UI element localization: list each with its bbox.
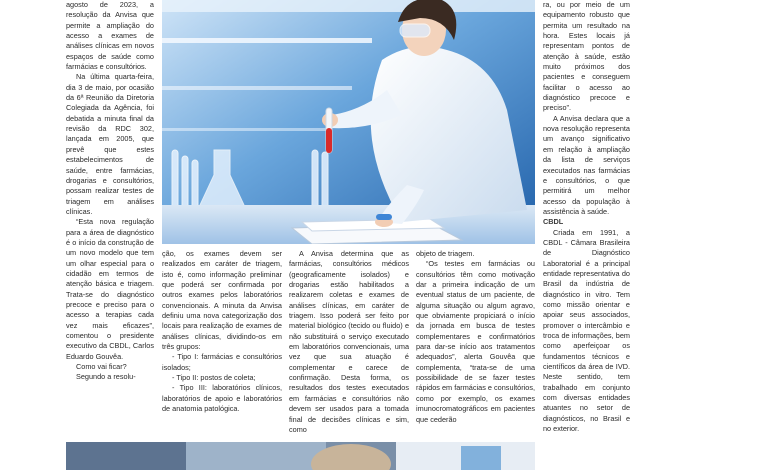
paragraph: “Os testes em farmácias ou consultórios têm como motivação dar a primeira indicação de um eventual status de um paciente, de alguma situação ou algum agravo, que obviamente propiciará o início da jornada em busca de testes complementares e confirmatórios para dar-se início aos tratamentos adequados”, alerta Gouvêa que complementa, “trata-se de uma possibilidade de se fazer testes rápidos em farmácias e consultórios, como por exemplo, os exames imunocromatográficos em pacientes que cederão	[416, 259, 535, 424]
paragraph: A Anvisa declara que a nova resolução representa um avanço significativo em relação à ampliação da lista de serviços executados nas farmácias e consultórios, o que permitirá um melhor acesso da população à assistência à saúde.	[543, 113, 630, 216]
article-column-1	[66, 0, 154, 440]
list-item: - Tipo II: postos de coleta;	[172, 373, 256, 383]
list-item: - Tipo III: laboratórios clínicos, laboratórios de apoio e laboratórios de anatomia patológica.	[162, 383, 282, 414]
paragraph: Segundo a resolu-	[76, 372, 136, 382]
paragraph: Como vai ficar?	[76, 362, 127, 372]
section-heading: CBDL	[543, 217, 564, 227]
article-column-4	[416, 249, 535, 439]
article-column-2	[162, 249, 282, 439]
article-column-3	[289, 249, 409, 439]
paragraph: A Anvisa determina que as farmácias, consultórios médicos (geograficamente isolados) e drogarias estão habilitados a realizarem coletas e exames de análises clínicas, em caráter de triagem. Isso poderá ser feito por material biológico (tecido ou fluido) e não substituirá o serviço executado em laboratórios convencionais, uma vez que sua atuação é complementar e carece de confirmação. Desta forma, os resultados dos testes executados em farmácias e consultórios não devem ser usados para a tomada final de decisões clínicas e sim, como	[289, 249, 409, 434]
paragraph: objeto de triagem.	[416, 249, 475, 258]
list-item: - Tipo I: farmácias e consultórios isolados;	[162, 352, 282, 372]
paragraph: ção, os exames devem ser realizados em caráter de triagem, isto é, como informação preliminar que poderá ser confirmada por outros exames pelos laboratórios convencionais. A minuta da Anvisa definiu uma nova categorização dos locais para realização de exames de análises clínicas, dividindo-os em três grupos:	[162, 249, 282, 352]
paragraph: “Esta nova regulação para a área de diagnóstico é o início da construção de um novo modelo que tem um olhar especial para o cidadão em termos de atenção básica e triagem. Trata-se do diagnóstico precoce e preciso para o acesso a terapias cada vez mais eficazes”, comentou o presidente executivo da CBDL, Carlos Eduardo Gouvêa.	[66, 217, 154, 361]
bottom-photo	[66, 442, 535, 470]
paragraph: Na última quarta-feira, dia 3 de maio, por ocasião da 6ª Reunião da Diretoria Colegiada da Agência, foi debatida a minuta final da revisão da RDC 302, lançada em 2005, que prevê que estes estabelecimentos de saúde, entre farmácias, drogarias e consultórios, possam realizar testes de triagem em análises clínicas.	[66, 72, 154, 216]
paragraph: agosto de 2023, a resolução da Anvisa que permite a ampliação do acesso a exames de análises clínicas em novos espaços de saúde como farmácias e consultórios.	[66, 0, 154, 72]
paragraph: ra, ou por meio de um equipamento robusto que permita um resultado na hora. Estes locais já representam pontos de atenção à saúde, estão muito próximos dos pacientes e conseguem facilitar o acesso ao diagnóstico precoce e preciso”.	[543, 0, 630, 113]
article-column-5	[543, 0, 630, 470]
lab-scientist-photo	[162, 0, 535, 244]
paragraph: Criada em 1991, a CBDL - Câmara Brasileira de Diagnóstico Laboratorial é a principal entidade representativa do Brasil da indústria de diagnóstico in vitro. Tem como missão orientar e apoiar seus associados, promover o intercâmbio e troca de informações, bem como aperfeiçoar os fundamentos técnicos e científicos da área de IVD. Neste sentido, tem trabalhado em conjunto com diversas entidades atuantes no setor de diagnósticos, no Brasil e no exterior.	[543, 227, 630, 434]
